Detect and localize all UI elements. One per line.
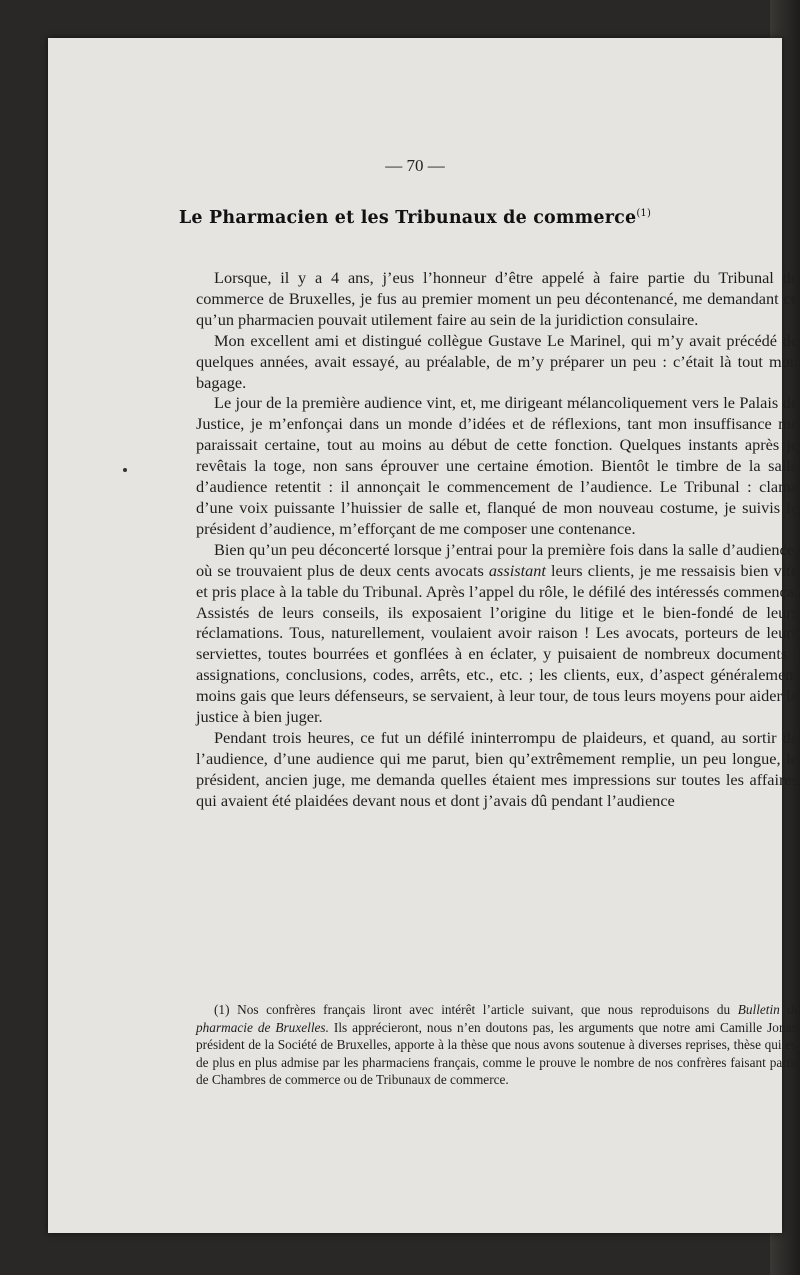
paragraph-3: Le jour de la première audience vint, et, me dirigeant mélancoliquement vers le Palais de Justice, je m’enfonçai dans un monde d’idées et de réflexions, tant mon insuffisance me paraissait certaine, tout au moins au début de cette fonction. Quelques instants après je revêtais la toge, non sans éprouver une certaine émotion. Bientôt le timbre de la salle d’audience retentit : il annonçait le commencement de l’audience. Le Tribunal : clama d’une voix puissante l’huissier de salle et, flanqué de mon nouveau costume, je suivis le président d’audience, m’efforçant de me composer une contenance. <box>196 393 798 538</box>
margin-ink-dot <box>123 468 127 472</box>
paragraph-2: Mon excellent ami et distingué collègue Gustave Le Marinel, qui m’y avait précédé de quelques années, avait essayé, au préalable, de m’y préparer un peu : c’était là tout mon bagage. <box>196 330 798 392</box>
article-title <box>48 208 782 228</box>
article-body <box>196 268 798 812</box>
paragraph-5: Pendant trois heures, ce fut un défilé ininterrompu de plaideurs, et quand, au sortir de l’audience, d’une audience qui me parut, bien qu’extrêmement remplie, un peu longue, le président, ancien juge, me demanda quelles étaient mes impressions sur toutes les affaires qui avaient été plaidées devant nous et dont j’avais dû pendant l’audience <box>196 727 798 810</box>
paragraph-4-italic: assistant <box>488 560 546 580</box>
paragraph-4 <box>196 540 798 728</box>
title-footnote-marker: (1) <box>636 208 652 220</box>
footnote-end: Ils apprécieront, nous n’en doutons pas, les arguments que notre ami Camille Jonas, président de la Société de Bruxelles, apporte à la thèse que nous avons soutenue à diverses reprises, thèse qui est de plus en plus admise par les pharmaciens français, comme le prouve le nombre de nos confrères faisant partie de Chambres de commerce ou de Tribunaux de commerce. <box>196 1019 800 1087</box>
paragraph-1: Lorsque, il y a 4 ans, j’eus l’honneur d’être appelé à faire partie du Tribunal de commerce de Bruxelles, je fus au premier moment un peu décontenancé, me demandant ce qu’un pharmacien pouvait utilement faire au sein de la juridiction consulaire. <box>196 268 798 329</box>
page-number: — 70 — <box>385 156 445 175</box>
article-title-text: Le Pharmacien et les Tribunaux de commerce <box>178 208 637 228</box>
footnote <box>196 1001 800 1089</box>
footnote-start: (1) Nos confrères français liront avec intérêt l’article suivant, que nous reproduisons du <box>214 1002 738 1017</box>
paragraph-4-end: leurs clients, je me ressaisis bien vite et pris place à la table du Tribunal. Après l’appel du rôle, le défilé des intéressés commença. Assistés de leurs conseils, ils exposaient l’origine du litige et le bien-fondé de leurs réclamations. Tous, naturellement, voulaient avoir raison ! Les avocats, porteurs de leurs serviettes, toutes bourrées et gonflées à en éclater, y puisaient de nombreux documents : assignations, conclusions, codes, arrêts, etc., etc. ; les clients, eux, d’aspect généralement moins gais que leurs défenseurs, se servaient, à leur tour, de tous leurs moyens pour aider la justice à bien juger. <box>196 560 799 727</box>
paragraph-4-start: Bien qu’un peu déconcerté lorsque j’entrai pour la première fois dans la salle d’audience, où se trouvaient plus de deux cents avocats <box>196 539 798 580</box>
document-page <box>48 38 800 1233</box>
footnote-text <box>196 1001 800 1089</box>
footnote-italic-source: Bulletin de pharmacie de Bruxelles. <box>196 1002 800 1035</box>
